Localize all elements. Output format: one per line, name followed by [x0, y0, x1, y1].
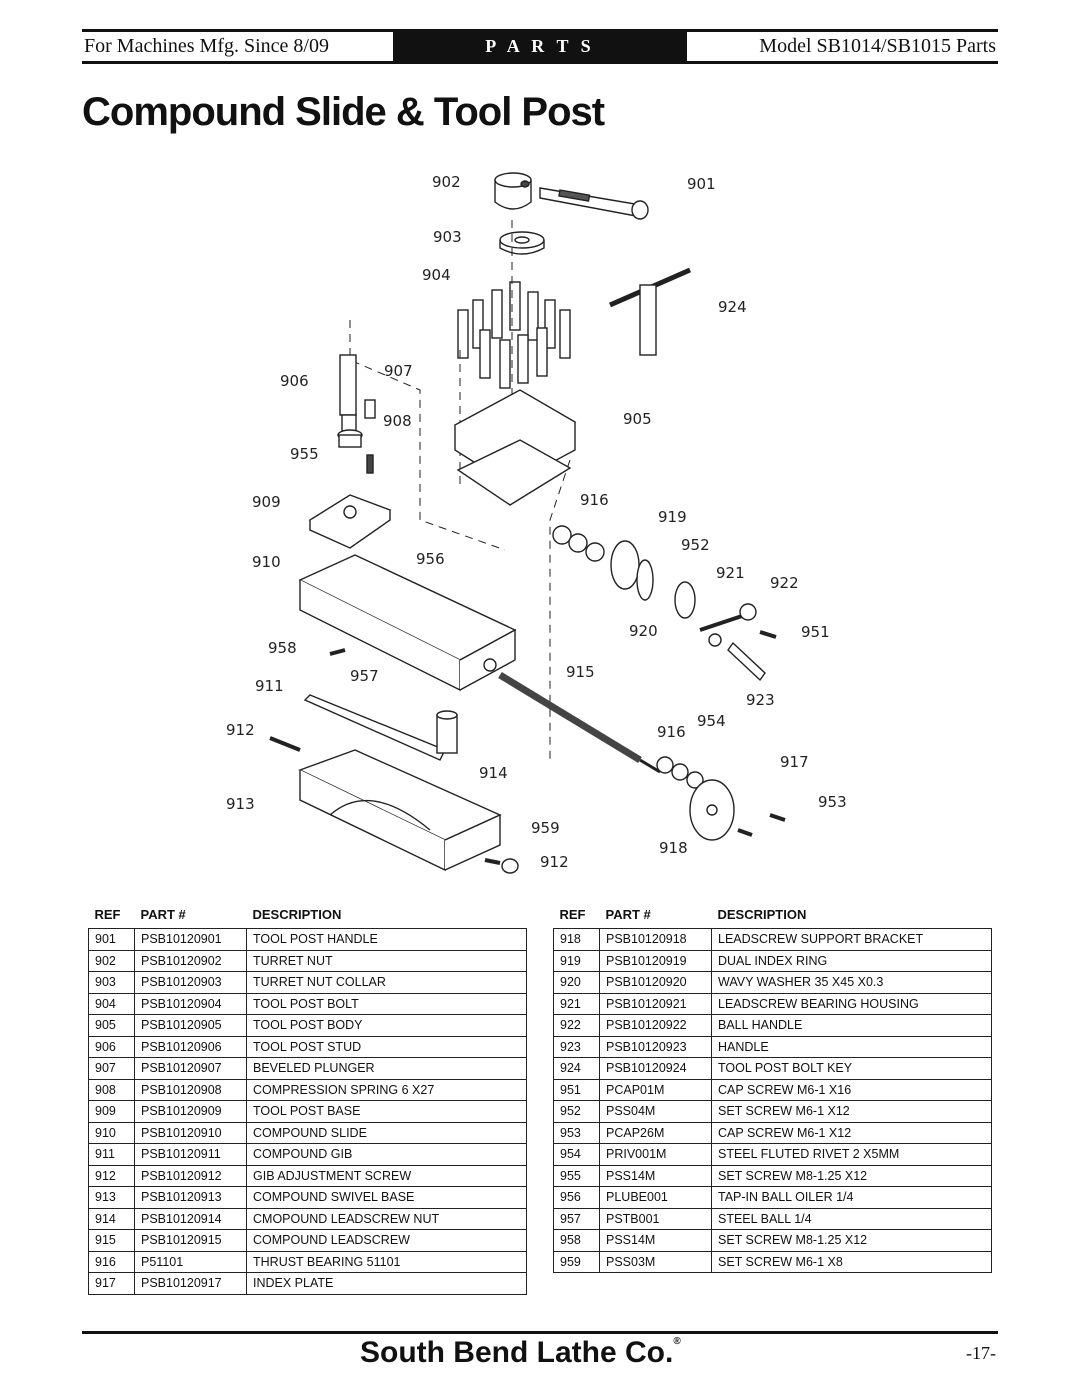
table-row [89, 1101, 527, 1123]
cell-ref: 956 [554, 1187, 600, 1209]
cell-desc: COMPOUND SWIVEL BASE [247, 1187, 527, 1209]
table-row [554, 950, 992, 972]
diagram-label-953: 953 [818, 793, 847, 811]
plunger-drawing [365, 400, 375, 418]
diagram-label-959: 959 [531, 819, 560, 837]
cell-desc: TOOL POST BOLT KEY [712, 1058, 992, 1080]
diagram-label-910: 910 [252, 553, 281, 571]
support-bracket-drawing [690, 780, 734, 840]
cell-ref: 911 [89, 1144, 135, 1166]
cell-desc: SET SCREW M8-1.25 X12 [712, 1230, 992, 1252]
cell-desc: CAP SCREW M6-1 X12 [712, 1122, 992, 1144]
cell-ref: 905 [89, 1015, 135, 1037]
cell-ref: 913 [89, 1187, 135, 1209]
table-row [89, 1144, 527, 1166]
compound-slide-drawing [300, 555, 515, 690]
turret-nut-drawing [495, 173, 531, 209]
parts-table-right [553, 907, 992, 1273]
table-row [89, 950, 527, 972]
table-row [89, 1058, 527, 1080]
col-header-part: PART # [140, 907, 186, 922]
diagram-label-956: 956 [416, 550, 445, 568]
table-row [89, 993, 527, 1015]
cell-desc: CAP SCREW M6-1 X16 [712, 1079, 992, 1101]
cell-ref: 923 [554, 1036, 600, 1058]
cell-desc: SET SCREW M6-1 X8 [712, 1251, 992, 1273]
diagram-label-918: 918 [659, 839, 688, 857]
cell-part: PSB10120902 [135, 950, 247, 972]
cell-desc: SET SCREW M8-1.25 X12 [712, 1165, 992, 1187]
tool-post-bolts-drawing [458, 282, 570, 388]
cell-ref: 917 [89, 1273, 135, 1295]
cell-ref: 958 [554, 1230, 600, 1252]
diagram-label-908: 908 [383, 412, 412, 430]
cell-part: PCAP01M [600, 1079, 712, 1101]
cell-desc: COMPOUND LEADSCREW [247, 1230, 527, 1252]
diagram-label-951: 951 [801, 623, 830, 641]
cell-part: PSB10120922 [600, 1015, 712, 1037]
col-header-ref: REF [94, 907, 121, 922]
page-title: Compound Slide & Tool Post [82, 90, 605, 134]
diagram-label-954: 954 [697, 712, 726, 730]
header-section-tab [393, 32, 687, 61]
diagram-label-924: 924 [718, 298, 747, 316]
cell-ref: 909 [89, 1101, 135, 1123]
table-row [554, 993, 992, 1015]
table-row [89, 972, 527, 994]
diagram-label-902: 902 [432, 173, 461, 191]
table-row [554, 1230, 992, 1252]
table-row [554, 1079, 992, 1101]
cell-part: PSS14M [600, 1165, 712, 1187]
cell-part: P51101 [135, 1251, 247, 1273]
cell-desc: TOOL POST BASE [247, 1101, 527, 1123]
diagram-label-912b: 912 [540, 853, 569, 871]
table-row [554, 1036, 992, 1058]
page-number: -17- [966, 1343, 996, 1363]
cell-part: PSB10120918 [600, 929, 712, 951]
cell-part: PSB10120924 [600, 1058, 712, 1080]
cell-part: PSB10120913 [135, 1187, 247, 1209]
cell-ref: 920 [554, 972, 600, 994]
header-machines-text: For Machines Mfg. Since 8/09 [84, 35, 329, 57]
cell-desc: CMOPOUND LEADSCREW NUT [247, 1208, 527, 1230]
diagram-label-955: 955 [290, 445, 319, 463]
cell-desc: SET SCREW M6-1 X12 [712, 1101, 992, 1123]
tool-post-handle-drawing [540, 188, 648, 219]
cell-part: PSB10120920 [600, 972, 712, 994]
cell-ref: 918 [554, 929, 600, 951]
tool-post-base-drawing [310, 495, 390, 548]
registered-mark: ® [673, 1336, 681, 1347]
diagram-label-913: 913 [226, 795, 255, 813]
cell-desc: TOOL POST HANDLE [247, 929, 527, 951]
leadscrew-nut-drawing [437, 711, 457, 753]
diagram-label-906: 906 [280, 372, 309, 390]
table-row [554, 1015, 992, 1037]
table-row [89, 1230, 527, 1252]
header-bottom-rule [82, 61, 998, 64]
diagram-label-905: 905 [623, 410, 652, 428]
cell-desc: TOOL POST BODY [247, 1015, 527, 1037]
ball-handle-drawing [700, 604, 765, 680]
table-row [89, 1187, 527, 1209]
tool-post-stud-drawing [338, 355, 362, 447]
cell-ref: 924 [554, 1058, 600, 1080]
cell-ref: 954 [554, 1144, 600, 1166]
table-row [89, 1273, 527, 1295]
tool-post-key-drawing [610, 270, 690, 355]
cell-desc: HANDLE [712, 1036, 992, 1058]
cell-ref: 921 [554, 993, 600, 1015]
cell-part: PSB10120904 [135, 993, 247, 1015]
diagram-label-958: 958 [268, 639, 297, 657]
cell-part: PSB10120908 [135, 1079, 247, 1101]
cell-ref: 907 [89, 1058, 135, 1080]
cell-desc: BALL HANDLE [712, 1015, 992, 1037]
table-header-row [89, 907, 527, 929]
cell-part: PSB10120912 [135, 1165, 247, 1187]
cell-desc: TOOL POST BOLT [247, 993, 527, 1015]
table-row [89, 1208, 527, 1230]
table-row [89, 1251, 527, 1273]
cell-part: PSB10120903 [135, 972, 247, 994]
cell-ref: 919 [554, 950, 600, 972]
cell-desc: DUAL INDEX RING [712, 950, 992, 972]
exploded-parts-diagram [200, 160, 880, 900]
table-row [89, 929, 527, 951]
cell-desc: INDEX PLATE [247, 1273, 527, 1295]
turret-nut-collar-drawing [500, 232, 544, 254]
table-row [554, 972, 992, 994]
cell-desc: LEADSCREW BEARING HOUSING [712, 993, 992, 1015]
cell-ref: 952 [554, 1101, 600, 1123]
table-row [554, 1144, 992, 1166]
diagram-label-923: 923 [746, 691, 775, 709]
diagram-label-909: 909 [252, 493, 281, 511]
cell-ref: 916 [89, 1251, 135, 1273]
diagram-label-957: 957 [350, 667, 379, 685]
table-header-row [554, 907, 992, 929]
table-row [89, 1122, 527, 1144]
diagram-label-907: 907 [384, 362, 413, 380]
diagram-label-911: 911 [255, 677, 284, 695]
cell-desc: STEEL BALL 1/4 [712, 1208, 992, 1230]
header-model-text: Model SB1014/SB1015 Parts [759, 35, 996, 57]
cell-ref: 908 [89, 1079, 135, 1101]
cell-part: PRIV001M [600, 1144, 712, 1166]
cell-part: PSB10120923 [600, 1036, 712, 1058]
cell-desc: COMPOUND SLIDE [247, 1122, 527, 1144]
cell-ref: 912 [89, 1165, 135, 1187]
cell-desc: TOOL POST STUD [247, 1036, 527, 1058]
diagram-label-922: 922 [770, 574, 799, 592]
cell-part: PSB10120911 [135, 1144, 247, 1166]
brand-logo-text [360, 1336, 681, 1370]
table-row [554, 1187, 992, 1209]
cell-part: PSB10120917 [135, 1273, 247, 1295]
diagram-label-916a: 916 [580, 491, 609, 509]
cell-ref: 902 [89, 950, 135, 972]
cell-ref: 914 [89, 1208, 135, 1230]
cell-ref: 955 [554, 1165, 600, 1187]
table-row [554, 1165, 992, 1187]
cell-part: PLUBE001 [600, 1187, 712, 1209]
table-row [554, 1101, 992, 1123]
cell-desc: TURRET NUT COLLAR [247, 972, 527, 994]
cell-part: PSB10120910 [135, 1122, 247, 1144]
col-header-description: DESCRIPTION [252, 907, 342, 922]
table-row [554, 1058, 992, 1080]
diagram-label-904: 904 [422, 266, 451, 284]
cell-part: PSB10120915 [135, 1230, 247, 1252]
diagram-label-921: 921 [716, 564, 745, 582]
cell-ref: 903 [89, 972, 135, 994]
cell-desc: TURRET NUT [247, 950, 527, 972]
cell-ref: 904 [89, 993, 135, 1015]
diagram-label-915: 915 [566, 663, 595, 681]
tool-post-body-drawing [455, 390, 575, 505]
header-section-label: P A R T S [485, 36, 595, 56]
cell-desc: LEADSCREW SUPPORT BRACKET [712, 929, 992, 951]
table-row [89, 1036, 527, 1058]
cell-ref: 901 [89, 929, 135, 951]
cell-desc: GIB ADJUSTMENT SCREW [247, 1165, 527, 1187]
spring-drawing [367, 455, 373, 473]
cell-part: PSB10120921 [600, 993, 712, 1015]
table-row [554, 1122, 992, 1144]
cell-desc: TAP-IN BALL OILER 1/4 [712, 1187, 992, 1209]
table-row [554, 929, 992, 951]
footer-rule [82, 1331, 998, 1334]
diagram-label-917: 917 [780, 753, 809, 771]
cell-ref: 951 [554, 1079, 600, 1101]
leadscrew-drawing [500, 675, 640, 760]
cell-desc: THRUST BEARING 51101 [247, 1251, 527, 1273]
swivel-base-drawing [300, 750, 500, 870]
cell-ref: 922 [554, 1015, 600, 1037]
diagram-label-920: 920 [629, 622, 658, 640]
diagram-label-914: 914 [479, 764, 508, 782]
cell-part: PSB10120907 [135, 1058, 247, 1080]
cell-part: PSB10120919 [600, 950, 712, 972]
cell-part: PSB10120905 [135, 1015, 247, 1037]
diagram-label-912a: 912 [226, 721, 255, 739]
col-header-part: PART # [605, 907, 651, 922]
table-row [554, 1251, 992, 1273]
cell-part: PSS03M [600, 1251, 712, 1273]
diagram-label-901: 901 [687, 175, 716, 193]
cell-desc: BEVELED PLUNGER [247, 1058, 527, 1080]
cell-part: PSB10120909 [135, 1101, 247, 1123]
gib-screw-drawing [270, 738, 300, 750]
cell-ref: 910 [89, 1122, 135, 1144]
cell-ref: 915 [89, 1230, 135, 1252]
cell-desc: STEEL FLUTED RIVET 2 X5MM [712, 1144, 992, 1166]
diagram-label-919: 919 [658, 508, 687, 526]
brand-name: South Bend Lathe Co. [360, 1336, 674, 1369]
cell-part: PSS14M [600, 1230, 712, 1252]
diagram-label-903: 903 [433, 228, 462, 246]
cell-desc: COMPRESSION SPRING 6 X27 [247, 1079, 527, 1101]
cell-part: PSTB001 [600, 1208, 712, 1230]
parts-table-left [88, 907, 527, 1295]
cell-part: PSB10120901 [135, 929, 247, 951]
cell-part: PSB10120906 [135, 1036, 247, 1058]
cell-ref: 957 [554, 1208, 600, 1230]
table-row [554, 1208, 992, 1230]
table-row [89, 1015, 527, 1037]
cell-desc: WAVY WASHER 35 X45 X0.3 [712, 972, 992, 994]
cell-ref: 906 [89, 1036, 135, 1058]
col-header-description: DESCRIPTION [717, 907, 807, 922]
cell-part: PCAP26M [600, 1122, 712, 1144]
cell-ref: 959 [554, 1251, 600, 1273]
cell-ref: 953 [554, 1122, 600, 1144]
diagram-label-916b: 916 [657, 723, 686, 741]
gib-drawing [305, 695, 445, 760]
table-row [89, 1165, 527, 1187]
cell-desc: COMPOUND GIB [247, 1144, 527, 1166]
table-row [89, 1079, 527, 1101]
cell-part: PSB10120914 [135, 1208, 247, 1230]
cell-part: PSS04M [600, 1101, 712, 1123]
col-header-ref: REF [559, 907, 586, 922]
diagram-label-952: 952 [681, 536, 710, 554]
